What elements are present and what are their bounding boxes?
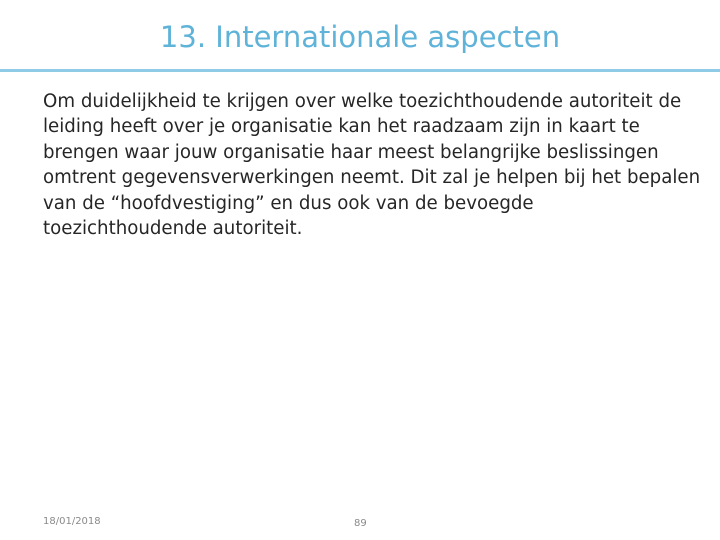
footer-date: 18/01/2018 bbox=[43, 516, 101, 527]
slide-title: 13. Internationale aspecten bbox=[159, 20, 561, 54]
slide-body-text: Om duidelijkheid te krijgen over welke toezichthoudende autoriteit de leiding heeft over je organisatie kan het raadzaam zijn in kaart te brengen waar jouw organisatie haar meest belangrijke beslissingen omtrent gegevensverwerkingen neemt. Dit zal je helpen bij het bepalen van de “hoofdvestiging” en dus ook van de bevoegde toezichthoudende autoriteit. bbox=[43, 91, 701, 240]
page-number: 89 bbox=[354, 518, 367, 529]
title-divider bbox=[0, 69, 720, 72]
